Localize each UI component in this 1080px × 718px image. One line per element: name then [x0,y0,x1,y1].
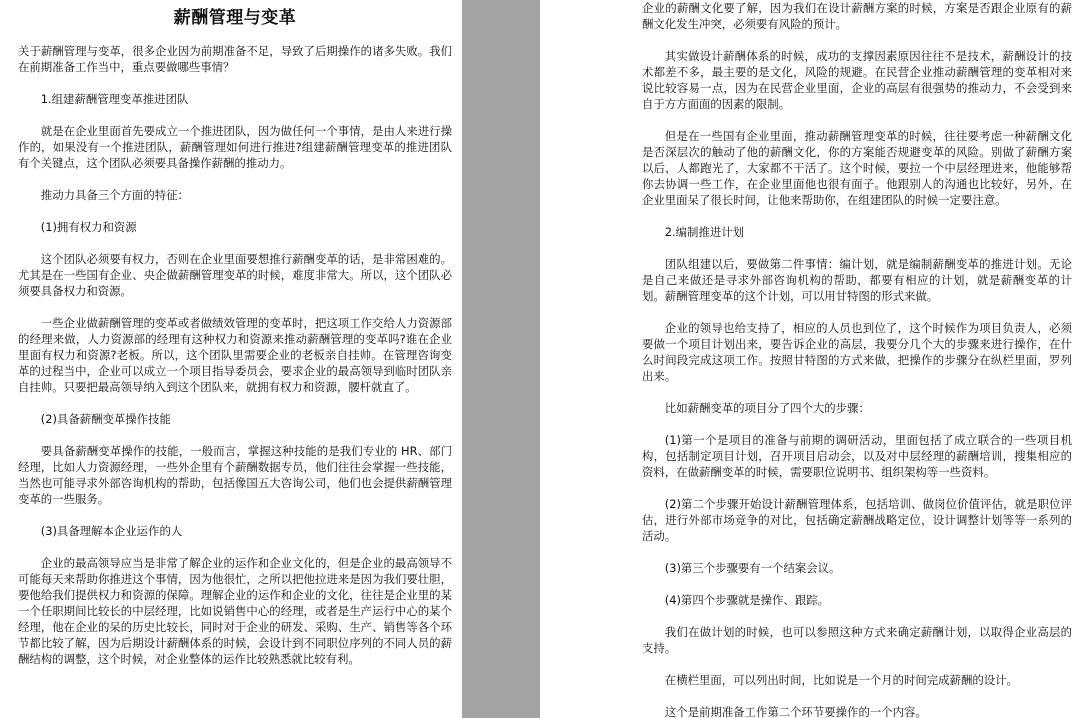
right-page-content [642,0,1072,718]
paragraph: (1)第一个是项目的准备与前期的调研活动，里面包括了成立联合的一些项目机构，包括制定项目计划，召开项目启动会，以及对中层经理的薪酬培训，搜集相应的资料，在做薪酬变革的时候，需要职位说明书、组织架构等一些资料。 [642,433,1072,479]
section-heading: (4)第四个步骤就是操作、跟踪。 [664,593,830,607]
paragraph: 团队组建以后，要做第二件事情：编计划，就是编制薪酬变革的推进计划。无论是自己来做还是寻求外部咨询机构的帮助，都要有相应的计划，就是薪酬变革的计划。薪酬管理变革的这个计划，可以用甘特图的形式来做。 [642,257,1072,303]
paragraph: 这个是前期准备工作第二个环节要操作的一个内容。 [664,705,927,718]
paragraph: 就是在企业里面首先要成立一个推进团队，因为做任何一个事情，是由人来进行操作的，如果没有一个推进团队，薪酬管理如何进行推进?组建薪酬管理变革的推进团队有个关键点，这个团队必须要具备操作薪酬的推动力。 [18,124,452,170]
paragraph: 一些企业做薪酬管理的变革或者做绩效管理的变革时，把这项工作交给人力资源部的经理来做，人力资源部的经理有这种权力和资源来推动薪酬管理的变革吗?谁在企业里面有权力和资源?老板。所以，这个团队里需要企业的老板亲自挂帅。在管理咨询变革的过程当中，企业可以成立一个项目指导委员会，要求企业的最高领导到临时团队亲自挂帅。只要把最高领导纳入到这个团队来，就拥有权力和资源，腰杆就直了。 [18,316,452,394]
page-right [540,0,1080,718]
page-gutter [462,0,540,718]
paragraph: 我们在做计划的时候，也可以参照这种方式来确定薪酬计划，以取得企业高层的支持。 [642,625,1072,655]
section-heading: (2)具备薪酬变革操作技能 [40,412,171,426]
section-heading: 推动力具备三个方面的特征： [40,188,189,202]
paragraph: 企业的最高领导应当是非常了解企业的运作和企业文化的，但是企业的最高领导不可能每天来帮助你推进这个事情，因为他很忙，之所以把他拉进来是因为我们要壮胆，要他给我们提供权力和资源的保障。理解企业的运作和企业的文化，往往是企业里的某一个任职期间比较长的中层经理，比如说销售中心的经理，或者是生产运行中心的某个经理，他在企业的呆的历史比较长，同时对于企业的研发、采购、生产、销售等各个环节都比较了解，因为后期设计薪酬体系的时候，会设计到不同职位序列的不同人员的薪酬结构的调整，这个时候，对企业整体的运作比较熟悉就比较有利。 [18,556,452,666]
document-title: 薪酬管理与变革 [173,8,297,28]
left-page-content [18,43,452,667]
paragraph: 企业的薪酬文化要了解，因为我们在设计薪酬方案的时候，方案是否跟企业原有的薪酬文化发生冲突，必须要有风险的预计。 [642,1,1072,31]
paragraph: 企业的领导也给支持了，相应的人员也到位了，这个时候作为项目负责人，必须要做一个项目计划出来，要告诉企业的高层，我要分几个大的步骤来进行操作，在什么时间段完成这项工作。按照甘特图的方式来做，把操作的步骤分在纵栏里面，罗列出来。 [642,321,1072,383]
section-heading: (3)具备理解本企业运作的人 [40,524,183,538]
section-heading: 比如薪酬变革的项目分了四个大的步骤： [664,401,870,415]
paragraph: 其实做设计薪酬体系的时候，成功的支撑因素原因往往不是技术，薪酬设计的技术都差不多，最主要的是文化，风险的规避。在民营企业推动薪酬管理的变革相对来说比较容易一点，因为在民营企业里面，企业的高层有很强势的推动力，不会受到来自于方方面面的因素的限制。 [642,49,1072,111]
paragraph: 关于薪酬管理与变革，很多企业因为前期准备不足，导致了后期操作的诸多失败。我们在前期准备工作当中，重点要做哪些事情？ [18,44,452,74]
section-heading: (1)拥有权力和资源 [40,220,137,234]
section-heading: 2.编制推进计划 [664,225,745,239]
paragraph: 这个团队必须要有权力，否则在企业里面要想推行薪酬变革的话，是非常困难的。尤其是在一些国有企业、央企做薪酬管理变革的时候，难度非常大。所以，这个团队必须要具备权力和资源。 [18,252,452,298]
section-heading: 1.组建薪酬管理变革推进团队 [40,92,189,106]
paragraph: 在横栏里面，可以列出时间，比如说是一个月的时间完成薪酬的设计。 [664,673,1018,687]
paragraph: 要具备薪酬变革操作的技能，一般而言，掌握这种技能的是我们专业的 HR、部门经理，比如人力资源经理，一些外企里有个薪酬数据专员，他们往往会掌握一些技能，当然也可能寻求外部咨询机构的帮助，包括像国五大咨询公司，他们也会提供薪酬管理变革的一些服务。 [18,444,452,506]
page-left [0,0,462,718]
paragraph: (2)第二个步骤开始设计薪酬管理体系，包括培训、做岗位价值评估，就是职位评估，进行外部市场竞争的对比，包括确定薪酬战略定位，设计调整计划等等一系列的活动。 [642,497,1072,543]
section-heading: (3)第三个步骤要有一个结案会议。 [664,561,841,575]
paragraph: 但是在一些国有企业里面，推动薪酬管理变革的时候，往往要考虑一种薪酬文化是否深层次的触动了他的薪酬文化，你的方案能否规避变革的风险。别做了薪酬方案以后，人都跑光了，大家都不干活了。这个时候，要拉一个中层经理进来，他能够帮你去协调一些工作，在企业里面他也很有面子。他跟别人的沟通也比较好，另外，在企业里面呆了很长时间，让他来帮助你，在组建团队的时候一定要注意。 [642,129,1072,207]
